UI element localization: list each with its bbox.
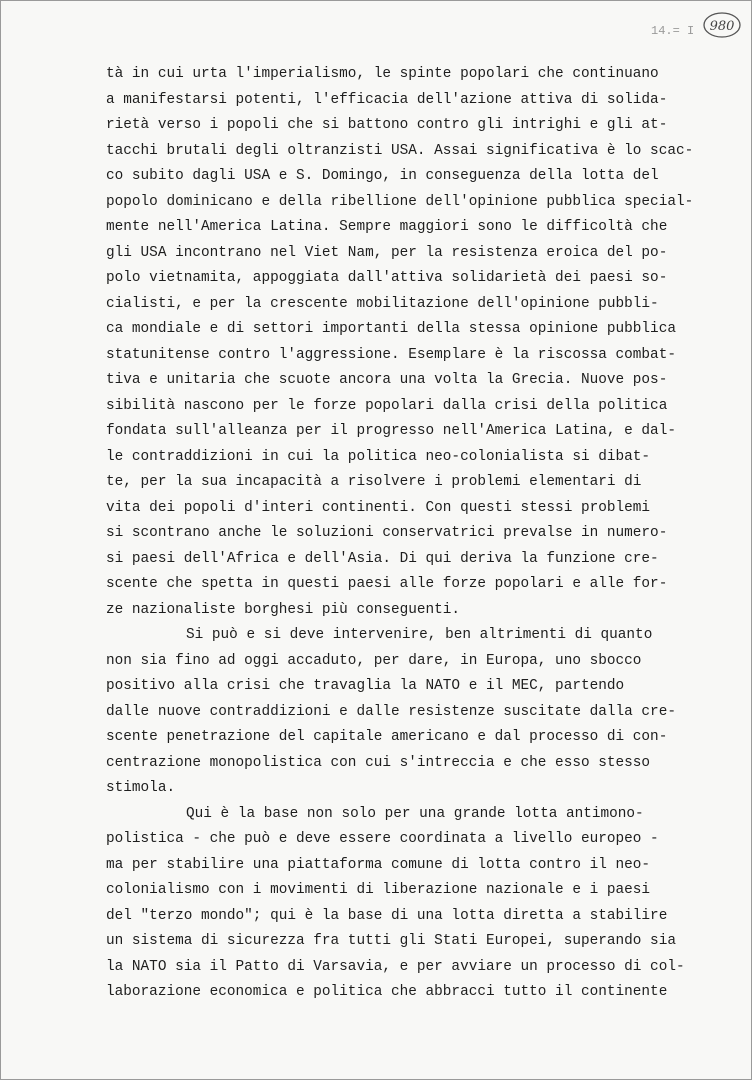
text-line: si scontrano anche le soluzioni conservatrici prevalse in numero-: [106, 525, 668, 541]
text-line: stimola.: [106, 780, 176, 796]
text-line: rietà verso i popoli che si battono contro gli intrighi e gli at-: [106, 117, 668, 133]
text-line: te, per la sua incapacità a risolvere i problemi elementari di: [106, 474, 642, 490]
text-line: centrazione monopolistica con cui s'intreccia e che esso stesso: [106, 754, 651, 771]
text-line: a manifestarsi potenti, l'efficacia dell'azione attiva di solida-: [106, 91, 668, 108]
text-line: si paesi dell'Africa e dell'Asia. Di qui deriva la funzione cre-: [106, 550, 659, 567]
text-line: laborazione economica e politica che abbracci tutto il continente: [106, 984, 668, 1000]
text-line: tà in cui urta l'imperialismo, le spinte popolari che continuano: [106, 66, 659, 82]
text-line: statunitense contro l'aggressione. Esemplare è la riscossa combat-: [106, 346, 676, 363]
text-line: vita dei popoli d'interi continenti. Con questi stessi problemi: [106, 499, 651, 516]
text-line: la NATO sia il Patto di Varsavia, e per avviare un processo di col-: [106, 958, 685, 975]
text-line: gli USA incontrano nel Viet Nam, per la resistenza eroica del po-: [106, 244, 668, 261]
text-line: del "terzo mondo"; qui è la base di una lotta diretta a stabilire: [106, 907, 668, 924]
text-line: polistica - che può e deve essere coordinata a livello europeo -: [106, 831, 659, 847]
text-line: Si può e si deve intervenire, ben altrimenti di quanto: [186, 627, 653, 643]
text-line: Qui è la base non solo per una grande lotta antimono-: [186, 805, 644, 822]
text-line: positivo alla crisi che travaglia la NATO e il MEC, partendo: [106, 678, 625, 694]
text-line: non sia fino ad oggi accaduto, per dare, in Europa, uno sbocco: [106, 652, 642, 669]
text-line: un sistema di sicurezza fra tutti gli Stati Europei, superando sia: [106, 933, 676, 949]
text-line: cialisti, e per la crescente mobilitazione dell'opinione pubbli-: [106, 295, 659, 312]
text-line: colonialismo con i movimenti di liberazione nazionale e i paesi: [106, 882, 651, 898]
text-line: ze nazionaliste borghesi più conseguenti.: [106, 601, 461, 618]
text-line: ca mondiale e di settori importanti della stessa opinione pubblica: [106, 321, 676, 337]
text-line: ma per stabilire una piattaforma comune di lotta contro il neo-: [106, 856, 651, 873]
text-line: mente nell'America Latina. Sempre maggiori sono le difficoltà che: [106, 219, 668, 235]
text-line: dalle nuove contraddizioni e dalle resistenze suscitate dalla cre-: [106, 703, 676, 720]
text-line: sibilità nascono per le forze popolari dalla crisi della politica: [106, 397, 668, 414]
folio-stamp-text: 980: [709, 19, 735, 34]
text-line: scente penetrazione del capitale americano e dal processo di con-: [106, 729, 668, 745]
folio-stamp: [701, 10, 743, 40]
text-line: polo vietnamita, appoggiata dall'attiva solidarietà dei paesi so-: [106, 270, 668, 286]
text-line: scente che spetta in questi paesi alle forze popolari e alle for-: [106, 576, 668, 592]
page-number: 14.= I: [651, 24, 695, 38]
text-line: fondata sull'alleanza per il progresso nell'America Latina, e dal-: [106, 423, 676, 439]
text-line: co subito dagli USA e S. Domingo, in conseguenza della lotta del: [106, 168, 659, 184]
text-line: popolo dominicano e della ribellione dell'opinione pubblica special-: [106, 193, 694, 210]
text-line: tiva e unitaria che scuote ancora una volta la Grecia. Nuove pos-: [106, 372, 668, 388]
text-line: tacchi brutali degli oltranzisti USA. Assai significativa è lo scac-: [106, 142, 694, 159]
text-line: le contraddizioni in cui la politica neo-colonialista si dibat-: [106, 448, 651, 465]
